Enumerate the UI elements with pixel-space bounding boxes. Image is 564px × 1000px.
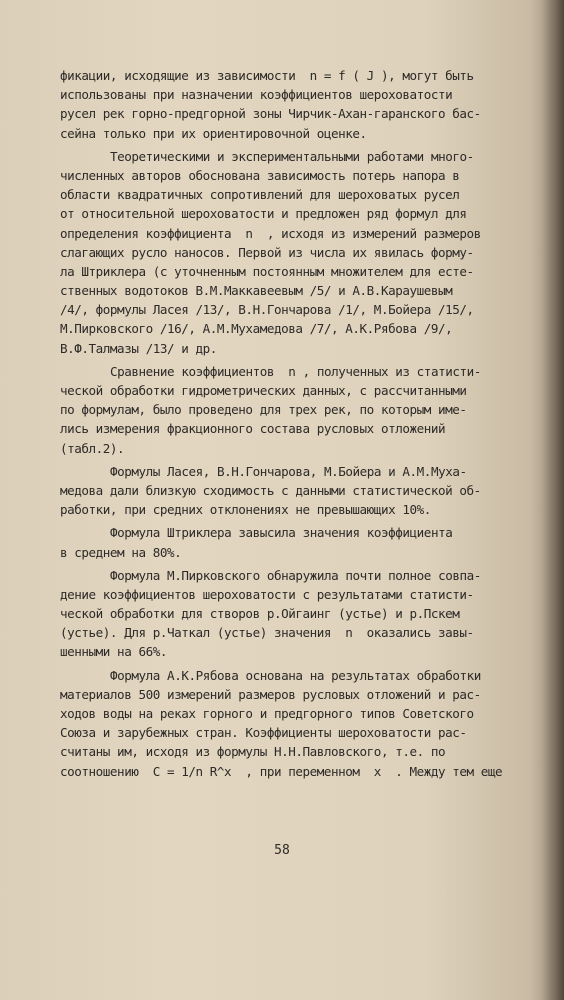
text-line: области квадратичных сопротивлений для шероховатых русел xyxy=(60,187,460,203)
text-line: Теоретическими и экспериментальными работами много- xyxy=(110,148,474,164)
book-spine-shadow xyxy=(542,0,564,1000)
text-line: (табл.2). xyxy=(60,440,125,456)
text-line: дение коэффициентов шероховатости с результатами статисти- xyxy=(60,586,474,602)
text-line: считаны им, исходя из формулы Н.Н.Павловского, т.е. по xyxy=(60,744,446,760)
text-line: от относительной шероховатости и предложен ряд формул для xyxy=(60,206,467,222)
text-line: сейна только при их ориентировочной оценке. xyxy=(60,125,367,141)
text-line: Сравнение коэффициентов n , полученных из статисти- xyxy=(110,363,481,379)
text-line: ходов воды на реках горного и предгорного типов Советского xyxy=(60,706,474,721)
paragraph xyxy=(60,523,548,561)
text-line: численных авторов обоснована зависимость потерь напора в xyxy=(60,167,460,183)
text-line: лись измерения фракционного состава русловых отложений xyxy=(60,421,446,437)
text-line: шенными на 66%. xyxy=(60,644,167,660)
text-line: (устье). Для р.Чаткал (устье) значения n оказались завы- xyxy=(60,625,474,641)
text-line: по формулам, было проведено для трех рек, по которым име- xyxy=(60,402,467,418)
text-line: работки, при средних отклонениях не превышающих 10%. xyxy=(60,502,431,518)
text-line: Формула Штриклера завысила значения коэффициента xyxy=(110,525,453,541)
text-line: Союза и зарубежных стран. Коэффициенты шероховатости рас- xyxy=(60,725,467,741)
paragraph xyxy=(60,566,548,662)
text-line: медова дали близкую сходимость с данными статистической об- xyxy=(60,482,481,498)
text-line: определения коэффициента n , исходя из измерений размеров xyxy=(60,225,481,241)
body-text xyxy=(60,66,548,781)
text-line: Формула А.К.Рябова основана на результатах обработки xyxy=(110,667,481,683)
page-number: 58 xyxy=(274,843,290,858)
text-line: Формулы Ласея, В.Н.Гончарова, М.Бойера и А.М.Муха- xyxy=(110,463,467,479)
paragraph xyxy=(60,362,548,458)
text-line: слагающих русло наносов. Первой из числа их явилась форму- xyxy=(60,244,474,260)
text-line: ла Штриклера (с уточненным постоянным множителем для есте- xyxy=(60,263,474,279)
paragraph xyxy=(60,666,548,781)
text-line: фикации, исходящие из зависимости n = f ( J ), могут быть xyxy=(60,68,474,83)
text-line: ческой обработки гидрометрических данных, с рассчитанными xyxy=(60,383,467,398)
paragraph xyxy=(60,147,548,358)
text-line: ственных водотоков В.М.Маккавеевым /5/ и А.В.Караушевым xyxy=(60,283,453,299)
text-line: М.Пирковского /16/, А.М.Мухамедова /7/, А.К.Рябова /9/, xyxy=(60,321,453,337)
text-line: соотношению C = 1/n R^x , при переменном x . Между тем еще xyxy=(60,763,503,779)
text-line: Формула М.Пирковского обнаружила почти полное совпа- xyxy=(110,567,481,583)
text-line: использованы при назначении коэффициентов шероховатости xyxy=(60,87,453,103)
text-line: в среднем на 80%. xyxy=(60,544,182,560)
paragraph xyxy=(60,66,548,143)
text-line: материалов 500 измерений размеров русловых отложений и рас- xyxy=(60,686,481,702)
paragraph xyxy=(60,462,548,520)
text-line: В.Ф.Талмазы /13/ и др. xyxy=(60,340,217,356)
text-line: русел рек горно-предгорной зоны Чирчик-Ахан-гаранского бас- xyxy=(60,106,481,122)
text-line: /4/, формулы Ласея /13/, В.Н.Гончарова /1/, М.Бойера /15/, xyxy=(60,302,474,318)
text-line: ческой обработки для створов р.Ойгаинг (устье) и р.Пскем xyxy=(60,606,460,622)
